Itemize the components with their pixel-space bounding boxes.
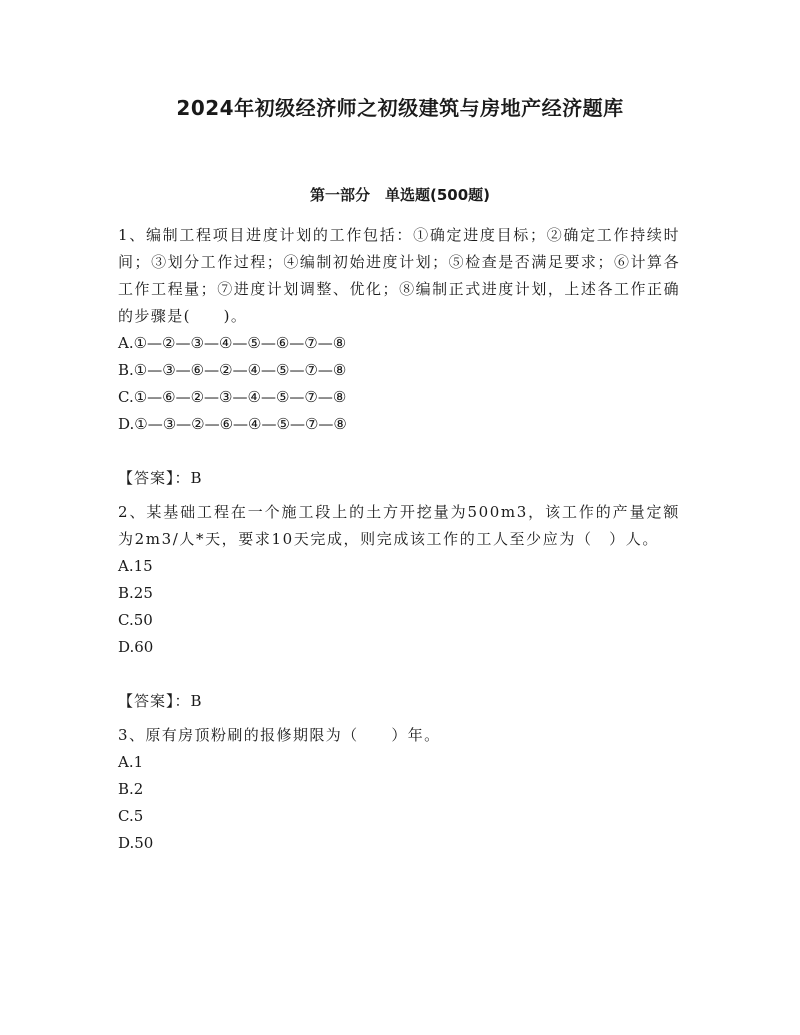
- section-title: 第一部分 单选题(500题): [309, 186, 491, 204]
- question-3: [118, 722, 680, 857]
- option-b: B.2: [118, 780, 144, 798]
- option-list: [118, 553, 680, 661]
- option-b: B.①—③—⑥—②—④—⑤—⑦—⑧: [118, 361, 347, 379]
- option-a: A.1: [118, 753, 144, 771]
- answer: 【答案】：B: [118, 692, 203, 710]
- question-stem: 1、编制工程项目进度计划的工作包括：①确定进度目标；②确定工作持续时间；③划分工作过程；④编制初始进度计划；⑤检查是否满足要求；⑥计算各工作工程量；⑦进度计划调整、优化；⑧编制正式进度计划，上述各工作正确的步骤是( )。: [118, 226, 680, 325]
- option-a: A.15: [118, 557, 153, 575]
- question-list: [118, 222, 680, 857]
- option-c: C.50: [118, 611, 153, 629]
- question-2: [118, 499, 680, 722]
- option-d: D.①—③—②—⑥—④—⑤—⑦—⑧: [118, 415, 347, 433]
- document-title: 2024年初级经济师之初级建筑与房地产经济题库: [176, 96, 624, 120]
- question-stem: 3、原有房顶粉刷的报修期限为（ ）年。: [118, 726, 441, 744]
- option-d: D.60: [118, 638, 154, 656]
- option-b: B.25: [118, 584, 153, 602]
- option-list: [118, 330, 680, 438]
- option-a: A.①—②—③—④—⑤—⑥—⑦—⑧: [118, 334, 347, 352]
- answer: 【答案】：B: [118, 469, 203, 487]
- question-stem: 2、某基础工程在一个施工段上的土方开挖量为500m3，该工作的产量定额为2m3/人*天，要求10天完成，则完成该工作的工人至少应为（ ）人。: [118, 503, 680, 548]
- question-1: [118, 222, 680, 499]
- option-d: D.50: [118, 834, 154, 852]
- option-c: C.5: [118, 807, 144, 825]
- option-list: [118, 749, 680, 857]
- option-c: C.①—⑥—②—③—④—⑤—⑦—⑧: [118, 388, 347, 406]
